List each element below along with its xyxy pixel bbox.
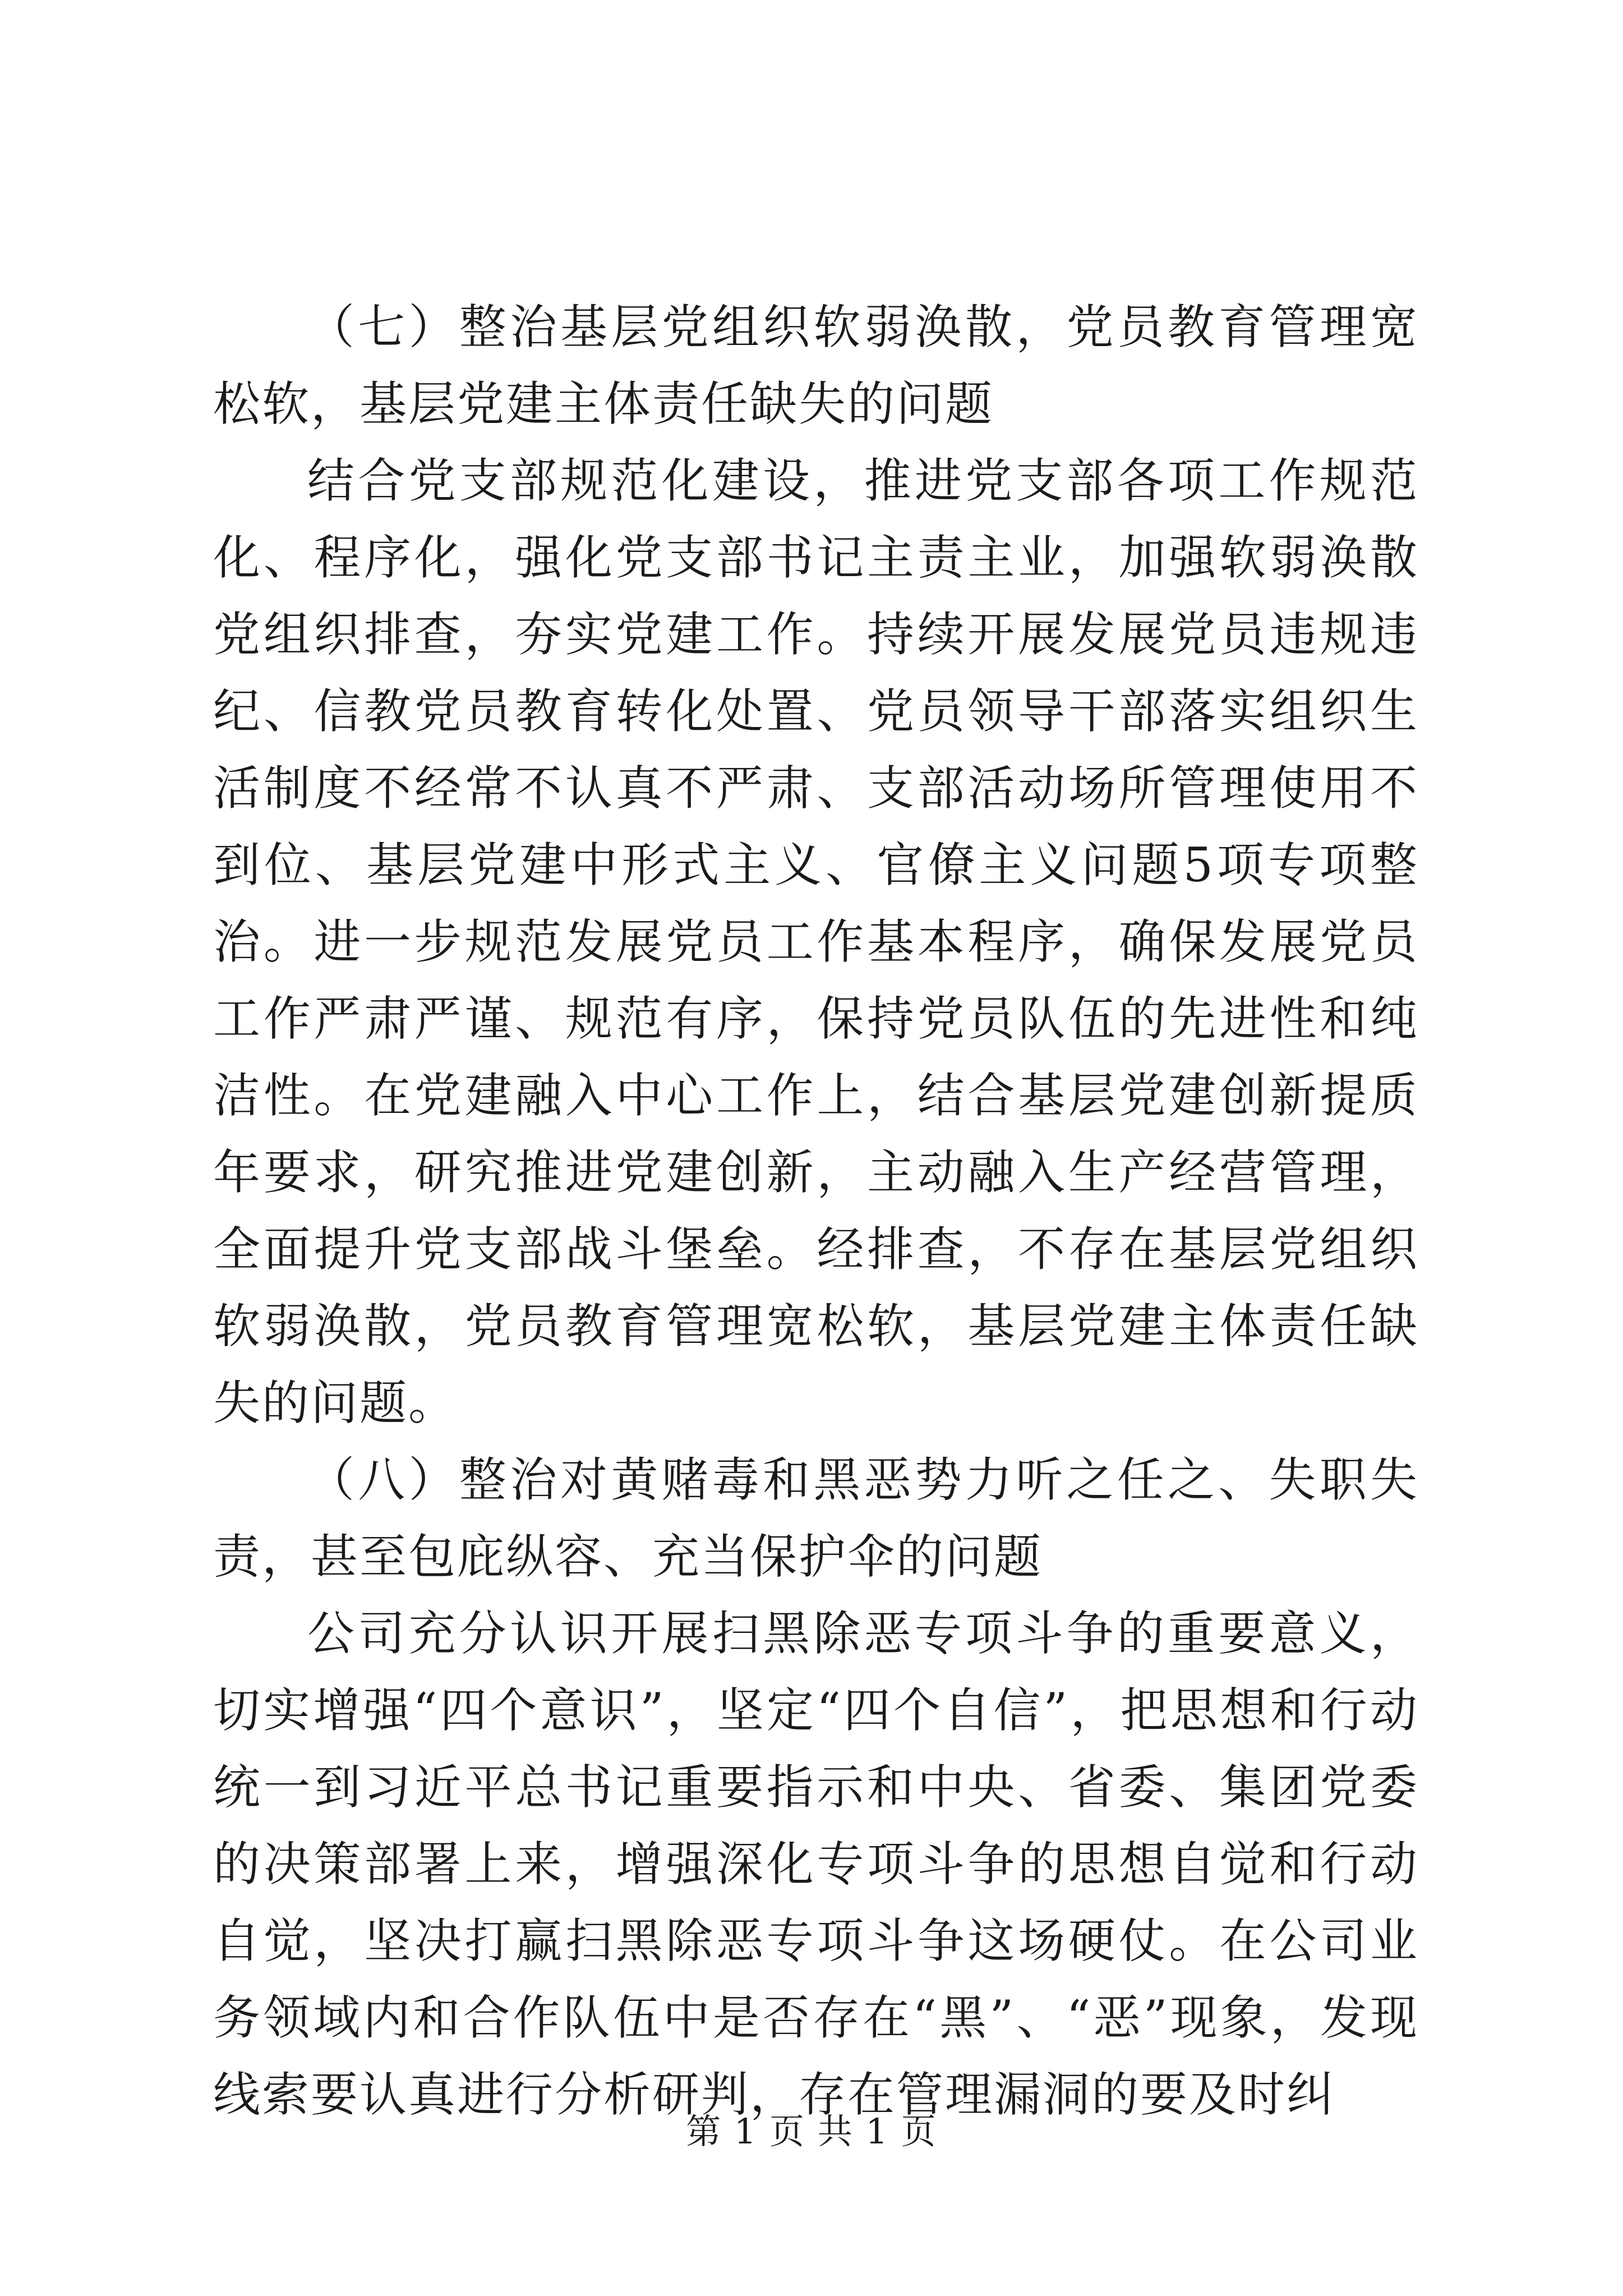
page-footer: 第 1 页 共 1 页 [686,2111,937,2152]
section-paragraph-8: 公司充分认识开展扫黑除恶专项斗争的重要意义，切实增强“四个意识”，坚定“四个自信”，把思想和行动统一到习近平总书记重要指示和中央、省委、集团党委的决策部署上来，增强深化专项斗争的思想自觉和行动自觉，坚决打赢扫黑除恶专项斗争这场硬仗。在公司业务领域内和合作队伍中是否存在“黑”、“恶”现象，发现线索要认真进行分析研判，存在管理漏洞的要及时纠 [213,1606,1419,2122]
section-paragraph-7: 结合党支部规范化建设，推进党支部各项工作规范化、程序化，强化党支部书记主责主业，加强软弱涣散党组织排查，夯实党建工作。持续开展发展党员违规违纪、信教党员教育转化处置、党员领导干部落实组织生活制度不经常不认真不严肃、支部活动场所管理使用不到位、基层党建中形式主义、官僚主义问题5项专项整治。进一步规范发展党员工作基本程序，确保发展党员工作严肃严谨、规范有序，保持党员队伍的先进性和纯洁性。在党建融入中心工作上，结合基层党建创新提质年要求，研究推进党建创新，主动融入生产经营管理，全面提升党支部战斗堡垒。经排查，不存在基层党组织软弱涣散，党员教育管理宽松软，基层党建主体责任缺失的问题。 [213,453,1419,1430]
document-body [213,289,1419,2133]
section-heading-8: （八）整治对黄赌毒和黑恶势力听之任之、失职失责，甚至包庇纵容、充当保护伞的问题 [213,1452,1419,1584]
section-heading-7: （七）整治基层党组织软弱涣散，党员教育管理宽松软，基层党建主体责任缺失的问题 [213,300,1419,431]
